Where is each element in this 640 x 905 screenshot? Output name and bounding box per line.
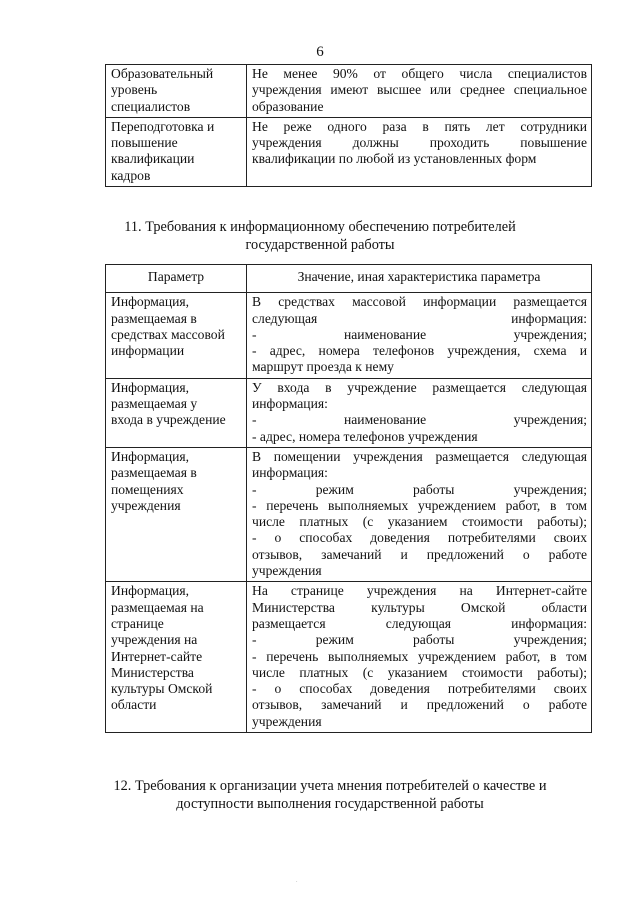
section-12-heading-line-1: 12. Требования к организации учета мнения потребителей о качестве и <box>113 778 547 794</box>
value-line: В средствах массовой информации размещается <box>252 294 587 310</box>
parameter-line: кадров <box>111 167 151 183</box>
parameter-line: Министерства <box>111 664 194 680</box>
value-cell <box>247 65 592 118</box>
value-cell <box>247 378 592 447</box>
value-line: информация: <box>252 396 328 412</box>
parameter-line: учреждения <box>111 497 181 513</box>
parameter-line: Интернет-сайте <box>111 648 203 664</box>
value-line: На странице учреждения на Интернет-сайте <box>252 583 587 599</box>
parameter-cell <box>106 65 247 118</box>
value-line: размещается следующая информация: <box>252 615 587 631</box>
value-line: - режим работы учреждения; <box>252 481 587 497</box>
information-requirements-table <box>105 264 592 733</box>
scan-speck: . <box>296 878 298 884</box>
parameter-line: Информация, <box>111 583 190 599</box>
parameter-line: культуры Омской <box>111 681 213 697</box>
table-row <box>106 378 592 447</box>
table-row <box>106 65 592 118</box>
value-line: отзывов, замечаний и предложений о работе <box>252 697 587 713</box>
value-cell <box>247 582 592 733</box>
parameter-cell <box>106 378 247 447</box>
value-line: - о способах доведения потребителями своих <box>252 681 587 697</box>
value-line: - перечень выполняемых учреждением работ, в том <box>252 648 587 664</box>
staff-requirements-table <box>105 64 592 187</box>
table-row <box>106 582 592 733</box>
parameter-line: Информация, <box>111 379 190 395</box>
parameter-line: Информация, <box>111 448 190 464</box>
parameter-line: средствах массовой <box>111 326 225 342</box>
section-11-heading-line-1: 11. Требования к информационному обеспечению потребителей <box>124 219 516 235</box>
parameter-line: специалистов <box>111 98 191 114</box>
value-line: Министерства культуры Омской области <box>252 599 587 615</box>
parameter-line: повышение <box>111 135 178 151</box>
value-line: информация: <box>252 465 328 481</box>
value-cell <box>247 117 592 186</box>
parameter-line: странице <box>111 615 164 631</box>
parameter-line: Образовательный <box>111 66 214 81</box>
section-11-heading <box>0 218 640 254</box>
section-12-heading-line-2: доступности выполнения государственной работы <box>176 796 484 812</box>
value-line: Не менее 90% от общего числа специалистов <box>252 66 587 81</box>
value-line: У входа в учреждение размещается следующая <box>252 379 587 395</box>
value-cell <box>247 447 592 581</box>
value-line: числе платных (с указанием стоимости работы); <box>252 664 587 680</box>
parameter-line: Переподготовка и <box>111 118 215 134</box>
value-line: числе платных (с указанием стоимости работы); <box>252 514 587 530</box>
parameter-line: Информация, <box>111 294 190 310</box>
value-line: - адрес, номера телефонов учреждения <box>252 428 478 444</box>
parameter-line: размещаемая в <box>111 310 197 326</box>
table-row <box>106 117 592 186</box>
parameter-line: области <box>111 697 157 713</box>
value-line: следующая информация: <box>252 310 587 326</box>
parameter-line: учреждения на <box>111 632 198 648</box>
table-row <box>106 293 592 378</box>
value-line: - адрес, номера телефонов учреждения, схема и <box>252 343 587 359</box>
value-line: учреждения <box>252 563 322 579</box>
section-11-heading-line-2: государственной работы <box>245 237 395 253</box>
value-line: - перечень выполняемых учреждением работ, в том <box>252 497 587 513</box>
value-line: В помещении учреждения размещается следующая <box>252 448 587 464</box>
value-line: учреждения должны проходить повышение <box>252 135 587 151</box>
value-line: Не реже одного раза в пять лет сотрудники <box>252 118 587 134</box>
page-number: 6 <box>316 44 324 60</box>
value-line: отзывов, замечаний и предложений о работе <box>252 546 587 562</box>
value-line: квалификации по любой из установленных форм <box>252 151 537 167</box>
table-header-row <box>106 265 592 293</box>
parameter-line: размещаемая у <box>111 396 198 412</box>
value-line: образование <box>252 98 324 114</box>
parameter-line: размещаемая на <box>111 599 204 615</box>
value-line: маршрут проезда к нему <box>252 359 394 375</box>
parameter-line: размещаемая в <box>111 465 197 481</box>
parameter-line: квалификации <box>111 151 195 167</box>
table-row <box>106 447 592 581</box>
value-line: - о способах доведения потребителями своих <box>252 530 587 546</box>
parameter-line: помещениях <box>111 481 184 497</box>
value-line: - наименование учреждения; <box>252 412 587 428</box>
section-12-heading <box>20 777 640 813</box>
parameter-cell <box>106 117 247 186</box>
value-line: - наименование учреждения; <box>252 326 587 342</box>
value-line: - режим работы учреждения; <box>252 632 587 648</box>
column-header-value: Значение, иная характеристика параметра <box>247 265 592 293</box>
parameter-line: уровень <box>111 82 158 98</box>
value-line: учреждения <box>252 713 322 729</box>
parameter-line: информации <box>111 343 185 359</box>
parameter-cell <box>106 293 247 378</box>
parameter-cell <box>106 447 247 581</box>
value-cell <box>247 293 592 378</box>
column-header-parameter: Параметр <box>106 265 247 293</box>
parameter-cell <box>106 582 247 733</box>
parameter-line: входа в учреждение <box>111 412 226 428</box>
value-line: учреждения имеют высшее или среднее специальное <box>252 82 587 98</box>
